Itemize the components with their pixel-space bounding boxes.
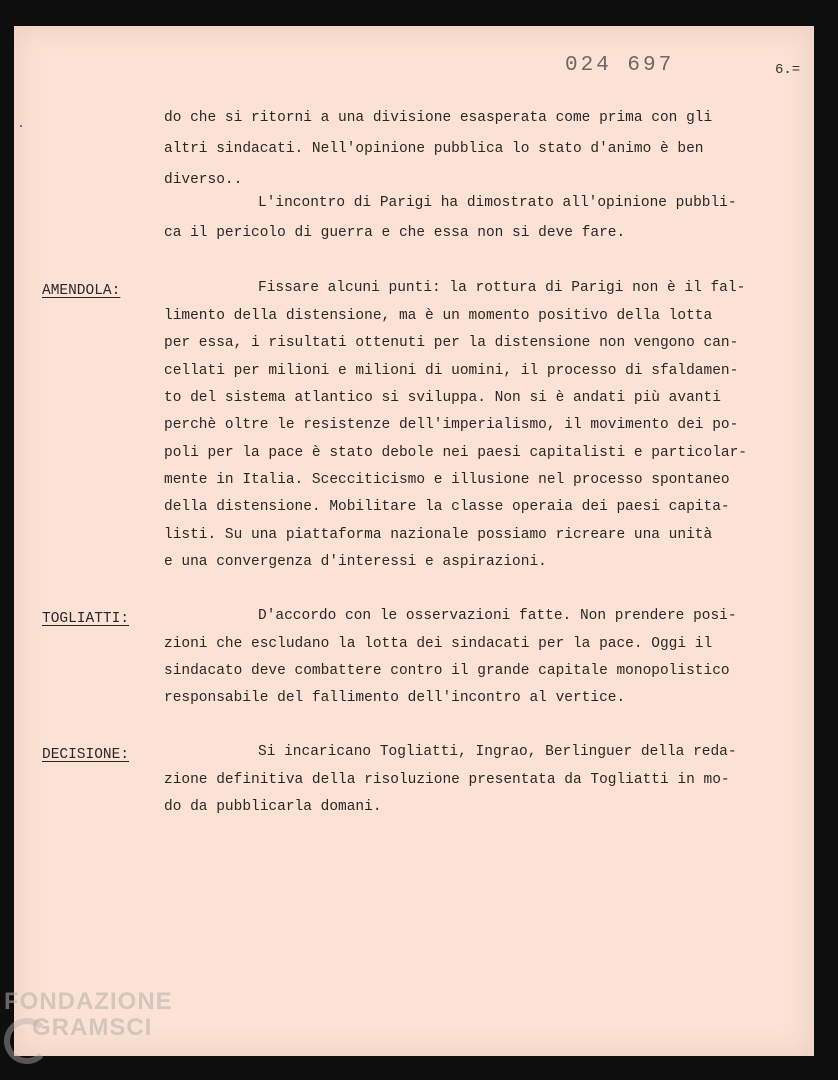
- body-line: cellati per milioni e milioni di uomini, il processo di sfaldamen-: [164, 363, 739, 379]
- body-line: zioni che escludano la lotta dei sindacati per la pace. Oggi il: [164, 636, 713, 652]
- body-line: ca il pericolo di guerra e che essa non si deve fare.: [164, 225, 626, 241]
- body-line: per essa, i risultati ottenuti per la distensione non vengono can-: [164, 335, 739, 351]
- page-number: 6.=: [775, 62, 801, 78]
- body-line: do che si ritorni a una divisione esasperata come prima con gli: [164, 110, 713, 126]
- body-line: mente in Italia. Scecciticismo e illusione nel processo spontaneo: [164, 472, 730, 488]
- speaker-label-togliatti: TOGLIATTI:: [42, 611, 130, 627]
- watermark-line2: GRAMSCI: [32, 1014, 153, 1041]
- body-line: della distensione. Mobilitare la classe operaia dei paesi capita-: [164, 499, 730, 515]
- body-line: Si incaricano Togliatti, Ingrao, Berlinguer della reda-: [258, 744, 737, 760]
- body-line: diverso..: [164, 172, 243, 188]
- body-line: altri sindacati. Nell'opinione pubblica lo stato d'animo è ben: [164, 141, 704, 157]
- body-line: e una convergenza d'interessi e aspirazioni.: [164, 554, 547, 570]
- speaker-label-decisione: DECISIONE:: [42, 747, 130, 763]
- body-line: do da pubblicarla domani.: [164, 799, 382, 815]
- body-line: zione definitiva della risoluzione presentata da Togliatti in mo-: [164, 772, 730, 788]
- body-line: perchè oltre le resistenze dell'imperialismo, il movimento dei po-: [164, 417, 739, 433]
- body-line: D'accordo con le osservazioni fatte. Non prendere posi-: [258, 608, 737, 624]
- body-line: poli per la pace è stato debole nei paesi capitalisti e particolar-: [164, 445, 747, 461]
- body-line: responsabile del fallimento dell'incontro al vertice.: [164, 690, 626, 706]
- watermark-logo: [4, 988, 173, 1042]
- body-line: Fissare alcuni punti: la rottura di Parigi non è il fal-: [258, 280, 746, 296]
- body-line: limento della distensione, ma è un momento positivo della lotta: [164, 308, 713, 324]
- watermark-line1: FONDAZIONE: [4, 988, 173, 1015]
- body-line: to del sistema atlantico si sviluppa. Non si è andati più avanti: [164, 390, 721, 406]
- body-line: L'incontro di Parigi ha dimostrato all'opinione pubbli-: [258, 195, 737, 211]
- body-line: listi. Su una piattaforma nazionale possiamo ricreare una unità: [164, 527, 713, 543]
- paper-speck: [20, 125, 22, 127]
- speaker-label-amendola: AMENDOLA:: [42, 283, 121, 299]
- archive-stamp: 024 697: [565, 54, 675, 77]
- body-line: sindacato deve combattere contro il grande capitale monopolistico: [164, 663, 730, 679]
